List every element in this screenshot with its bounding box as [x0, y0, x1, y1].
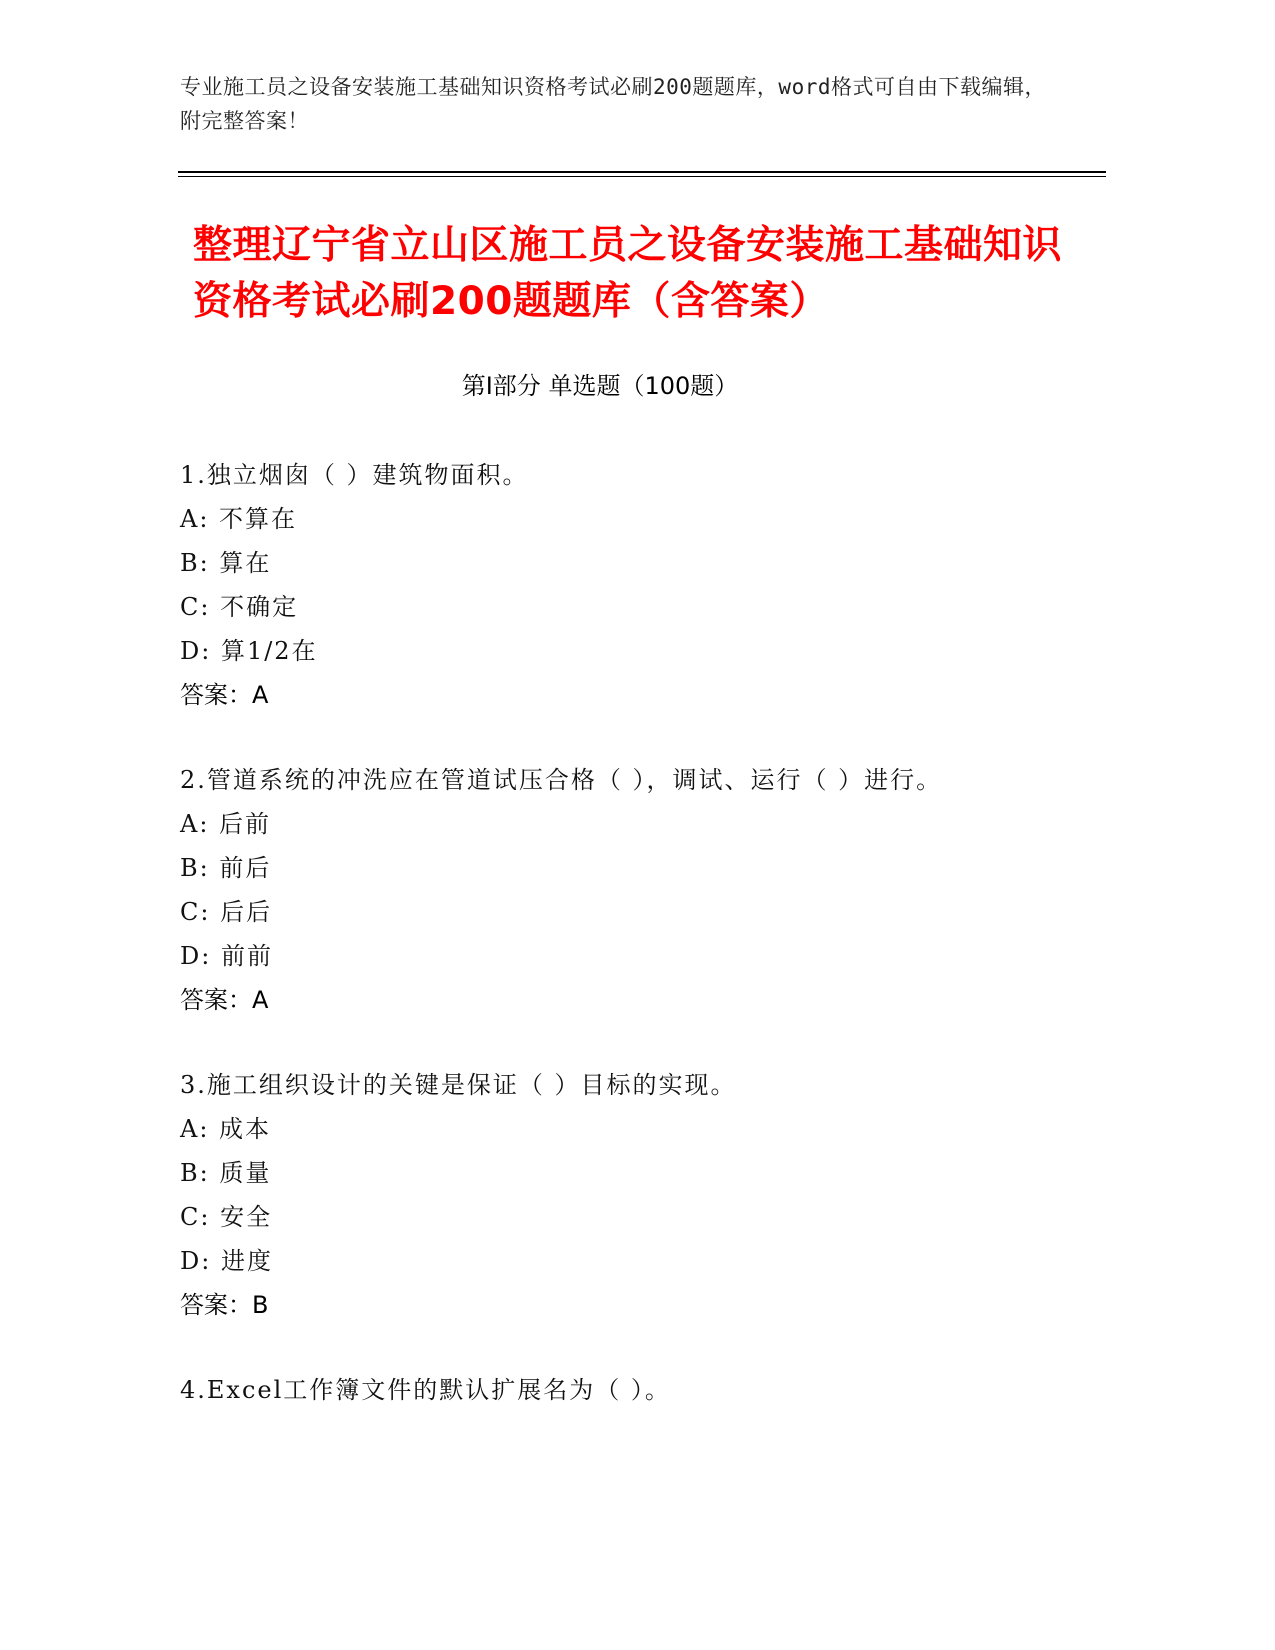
- question-stem: 1.独立烟囱（ ）建筑物面积。: [180, 461, 529, 489]
- question-stem: 2.管道系统的冲洗应在管道试压合格（ ），调试、运行（ ）进行。: [180, 766, 943, 794]
- question-3: [180, 1063, 1080, 1327]
- section-heading: 第Ⅰ部分 单选题（100题）: [461, 372, 739, 400]
- option-a: A: 后前: [180, 810, 272, 838]
- option-d: D: 进度: [180, 1247, 273, 1275]
- option-d: D: 算1/2在: [180, 637, 318, 665]
- question-stem: 3.施工组织设计的关键是保证（ ）目标的实现。: [180, 1071, 737, 1099]
- header-rule-thin: [178, 176, 1106, 177]
- question-4: [180, 1368, 1080, 1412]
- option-a: A: 成本: [180, 1115, 272, 1143]
- option-b: B: 前后: [180, 854, 272, 882]
- option-d: D: 前前: [180, 942, 273, 970]
- option-b: B: 算在: [180, 549, 272, 577]
- answer: 答案：B: [180, 1291, 269, 1319]
- option-b: B: 质量: [180, 1159, 272, 1187]
- question-stem: 4.Excel工作簿文件的默认扩展名为（ ）。: [180, 1376, 671, 1404]
- option-c: C: 安全: [180, 1203, 273, 1231]
- header-note: 专业施工员之设备安装施工基础知识资格考试必刷200题题库，word格式可自由下载编辑，附完整答案！: [180, 75, 1046, 133]
- document-title: 整理辽宁省立山区施工员之设备安装施工基础知识资格考试必刷200题题库（含答案）: [193, 223, 1063, 324]
- option-a: A: 不算在: [180, 505, 298, 533]
- answer: 答案：A: [180, 681, 269, 709]
- answer: 答案：A: [180, 986, 269, 1014]
- question-2: [180, 758, 1080, 1022]
- option-c: C: 后后: [180, 898, 273, 926]
- option-c: C: 不确定: [180, 593, 299, 621]
- question-1: [180, 453, 1080, 717]
- header-rule-thick: [178, 171, 1106, 173]
